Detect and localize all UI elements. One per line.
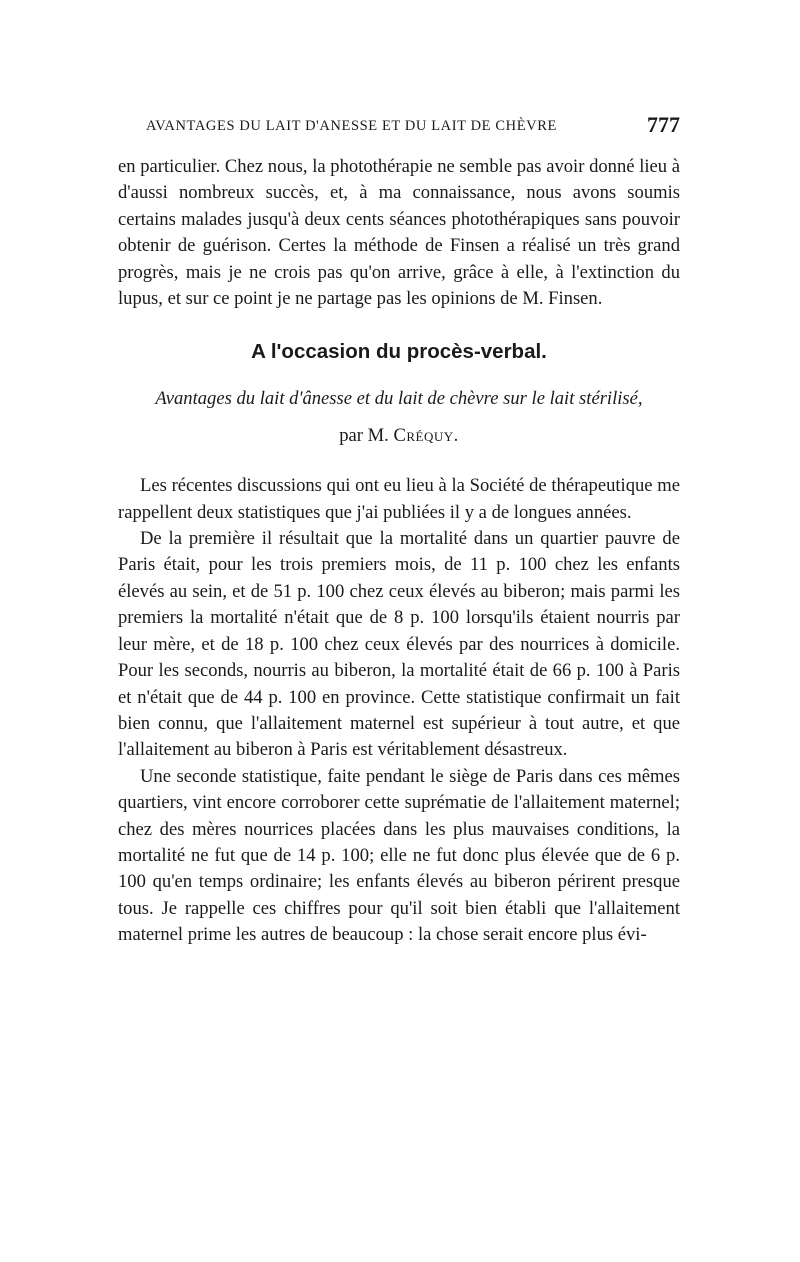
article-title: Avantages du lait d'ânesse et du lait de chèvre sur le lait stérilisé, xyxy=(155,388,643,410)
continued-paragraph: en particulier. Chez nous, la photothérapie ne semble pas avoir donné lieu à d'aussi nombreux succès, et, à ma connaissance, nous avons soumis certains malades jusqu'à deux cents séances photothérapiques sans pouvoir obtenir de guérison. Certes la méthode de Finsen a réalisé un très grand progrès, mais je ne crois pas qu'on arrive, grâce à elle, à l'extinction du lupus, et sur ce point je ne partage pas les opinions de M. Finsen. xyxy=(118,156,680,310)
running-title: AVANTAGES DU LAIT D'ANESSE ET DU LAIT DE CHÈVRE xyxy=(146,118,557,134)
body-paragraph-1: Les récentes discussions qui ont eu lieu à la Société de thérapeutique me rappellent deux statistiques que j'ai publiées il y a de longues années. xyxy=(118,475,680,523)
document-page xyxy=(118,112,680,949)
body-paragraph-2: De la première il résultait que la mortalité dans un quartier pauvre de Paris était, pour les trois premiers mois, de 11 p. 100 chez les enfants élevés au sein, et de 51 p. 100 chez ceux élevés au biberon; mais parmi les premiers la mortalité n'était que de 8 p. 100 lorsqu'ils étaient nourris par leur mère, et de 18 p. 100 chez ceux élevés par des nourrices à domicile. Pour les seconds, nourris au biberon, la mortalité était de 66 p. 100 à Paris et n'était que de 44 p. 100 en province. Cette statistique confirmait un fait bien connu, que l'allaitement maternel est supérieur à tout autre, et que l'allaitement au biberon à Paris est véritablement désastreux. xyxy=(118,528,680,761)
running-header xyxy=(118,112,680,142)
author-name: Créquy. xyxy=(393,424,459,446)
body-paragraph-3: Une seconde statistique, faite pendant le siège de Paris dans ces mêmes quartiers, vint encore corroborer cette suprématie de l'allaitement maternel; chez des mères nourrices placées dans les plus mauvaises conditions, la mortalité ne fut que de 14 p. 100; elle ne fut donc plus élevée que de 6 p. 100 qu'en temps ordinaire; les enfants élevés au biberon périrent presque tous. Je rappelle ces chiffres pour qu'il soit bien établi que l'allaitement maternel prime les autres de beaucoup : la chose serait encore plus évi- xyxy=(118,765,680,946)
section-heading: A l'occasion du procès-verbal. xyxy=(251,340,547,364)
byline-prefix: par M. xyxy=(339,424,389,446)
page-number: 777 xyxy=(647,112,680,137)
byline xyxy=(118,423,680,449)
